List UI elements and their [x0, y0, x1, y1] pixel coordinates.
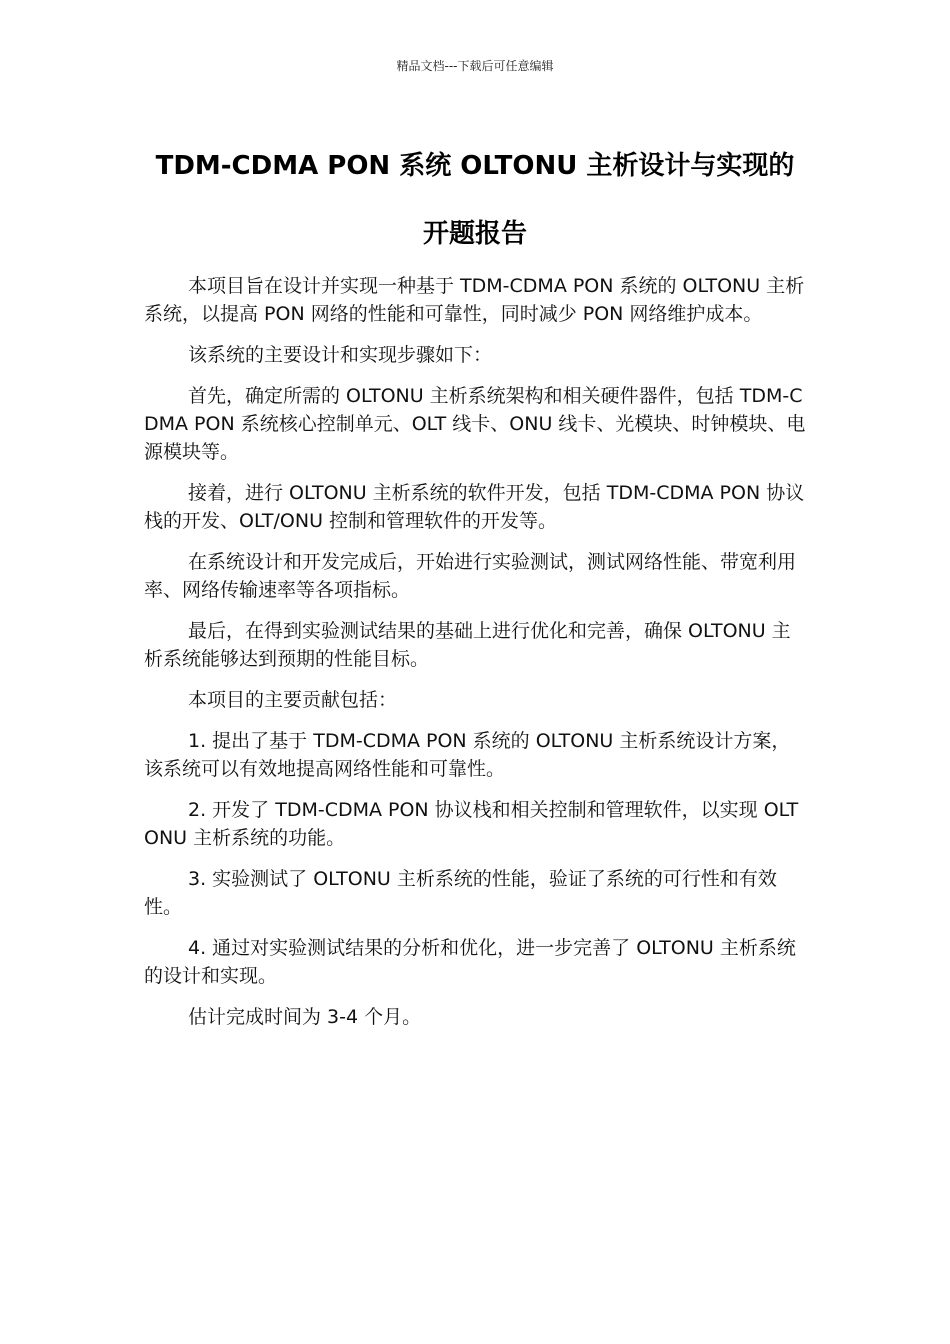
paragraph-contributions-heading: 本项目的主要贡献包括： — [188, 689, 398, 711]
page-header: 精品文档---下载后可任意编辑 — [396, 59, 554, 73]
title-line-2: 开题报告 — [422, 219, 527, 249]
title-line-1: TDM-CDMA PON 系统 OLTONU 主析设计与实现的 — [155, 151, 795, 181]
paragraph-step-next: 接着，进行 OLTONU 主析系统的软件开发，包括 TDM-CDMA PON 协议栈的开发、OLT/ONU 控制和管理软件的开发等。 — [144, 482, 805, 532]
paragraph-intro: 本项目旨在设计并实现一种基于 TDM-CDMA PON 系统的 OLTONU 主析系统，以提高 PON 网络的性能和可靠性，同时减少 PON 网络维护成本。 — [144, 275, 805, 325]
paragraph-contribution-3: 3. 实验测试了 OLTONU 主析系统的性能，验证了系统的可行性和有效性。 — [144, 868, 777, 918]
document-title — [120, 132, 830, 268]
paragraph-steps-heading: 该系统的主要设计和实现步骤如下： — [188, 344, 493, 366]
paragraph-contribution-1: 1. 提出了基于 TDM-CDMA PON 系统的 OLTONU 主析系统设计方案，该系统可以有效地提高网络性能和可靠性。 — [144, 730, 791, 780]
paragraph-step-final: 最后，在得到实验测试结果的基础上进行优化和完善，确保 OLTONU 主析系统能够达到预期的性能目标。 — [144, 620, 791, 670]
paragraph-timeline: 估计完成时间为 3-4 个月。 — [188, 1006, 422, 1028]
paragraph-step-testing: 在系统设计和开发完成后，开始进行实验测试，测试网络性能、带宽利用率、网络传输速率等各项指标。 — [144, 551, 797, 601]
paragraph-contribution-2: 2. 开发了 TDM-CDMA PON 协议栈和相关控制和管理软件，以实现 OLTONU 主析系统的功能。 — [144, 799, 799, 849]
paragraph-step-first: 首先，确定所需的 OLTONU 主析系统架构和相关硬件器件，包括 TDM-CDMA PON 系统核心控制单元、OLT 线卡、ONU 线卡、光模块、时钟模块、电源模块等。 — [144, 385, 806, 463]
document-body — [144, 272, 808, 1044]
paragraph-contribution-4: 4. 通过对实验测试结果的分析和优化，进一步完善了 OLTONU 主析系统的设计和实现。 — [144, 937, 796, 987]
